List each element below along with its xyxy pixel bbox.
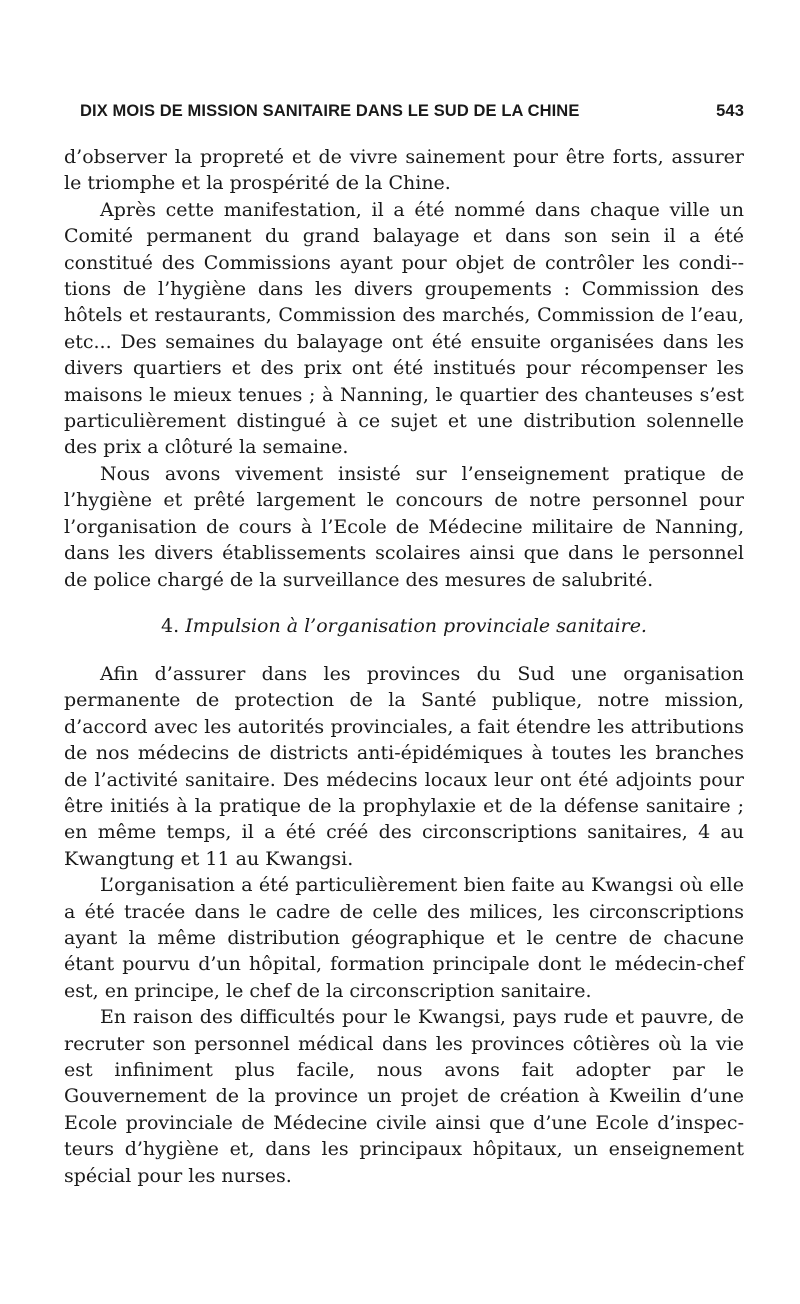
running-head bbox=[64, 102, 744, 128]
page-number: 543 bbox=[716, 102, 744, 120]
running-title: DIX MOIS DE MISSION SANITAIRE DANS LE SUD DE LA CHINE bbox=[80, 102, 580, 120]
section-title: Impulsion à l’organisation provinciale sanitaire. bbox=[185, 614, 647, 637]
paragraph: Nous avons vivement insisté sur l’enseignement pratique de l’hygiène et prêté largement le concours de notre personnel pour l’organisation de cours à l’Ecole de Médecine militaire de Nanning, dans les divers établissements scolaires ainsi que dans le personnel de police chargé de la surveillance des mesures de salubrité. bbox=[64, 462, 744, 591]
body-text bbox=[64, 144, 744, 1189]
paragraph: Afin d’assurer dans les provinces du Sud une organisation permanente de protection de la Santé publique, notre mission, d’accord avec les autorités provinciales, a fait étendre les attributions de nos médecins de districts anti-épidémiques à toutes les branches de l’activité sanitaire. Des médecins locaux leur ont été adjoints pour être initiés à la pratique de la prophylaxie et de la défense sanitaire ; en même temps, il a été créé des circonscriptions sanitaires, 4 au Kwangtung et 11 au Kwangsi. bbox=[64, 662, 744, 870]
section-heading bbox=[64, 613, 744, 639]
document-page bbox=[64, 102, 744, 1189]
paragraph: L’organisation a été particulièrement bien faite au Kwangsi où elle a été tracée dans le cadre de celle des milices, les circonscriptions ayant la même distribution géographique et le centre de chacune étant pourvu d’un hôpital, formation principale dont le médecin-chef est, en principe, le chef de la circonscription sanitaire. bbox=[64, 874, 744, 1002]
paragraph: d’observer la propreté et de vivre sainement pour être forts, assurer le triomphe et la prospérité de la Chine. bbox=[64, 146, 744, 195]
section-number: 4. bbox=[161, 614, 180, 637]
paragraph: En raison des difficultés pour le Kwangsi, pays rude et pauvre, de recruter son personnel médical dans les provinces côtières où la vie est infiniment plus facile, nous avons fait adopter par le Gouvernement de la province un projet de création à Kweilin d’une Ecole provinciale de Médecine civile ainsi que d’une Ecole d’inspecteurs d’hygiène et, dans les principaux hôpitaux, un enseignement spécial pour les nurses. bbox=[64, 1006, 744, 1187]
paragraph: Après cette manifestation, il a été nommé dans chaque ville un Comité permanent du grand balayage et dans son sein il a été constitué des Commissions ayant pour objet de contrôler les condi-tions de l’hygiène dans les divers groupements : Commission des hôtels et restaurants, Commission des marchés, Commission de l’eau, etc... Des semaines du balayage ont été ensuite organisées dans les divers quartiers et des prix ont été institués pour récompenser les maisons le mieux tenues ; à Nanning, le quartier des chanteuses s’est particulièrement distingué à ce sujet et une distribution solennelle des prix a clôturé la semaine. bbox=[64, 198, 744, 459]
